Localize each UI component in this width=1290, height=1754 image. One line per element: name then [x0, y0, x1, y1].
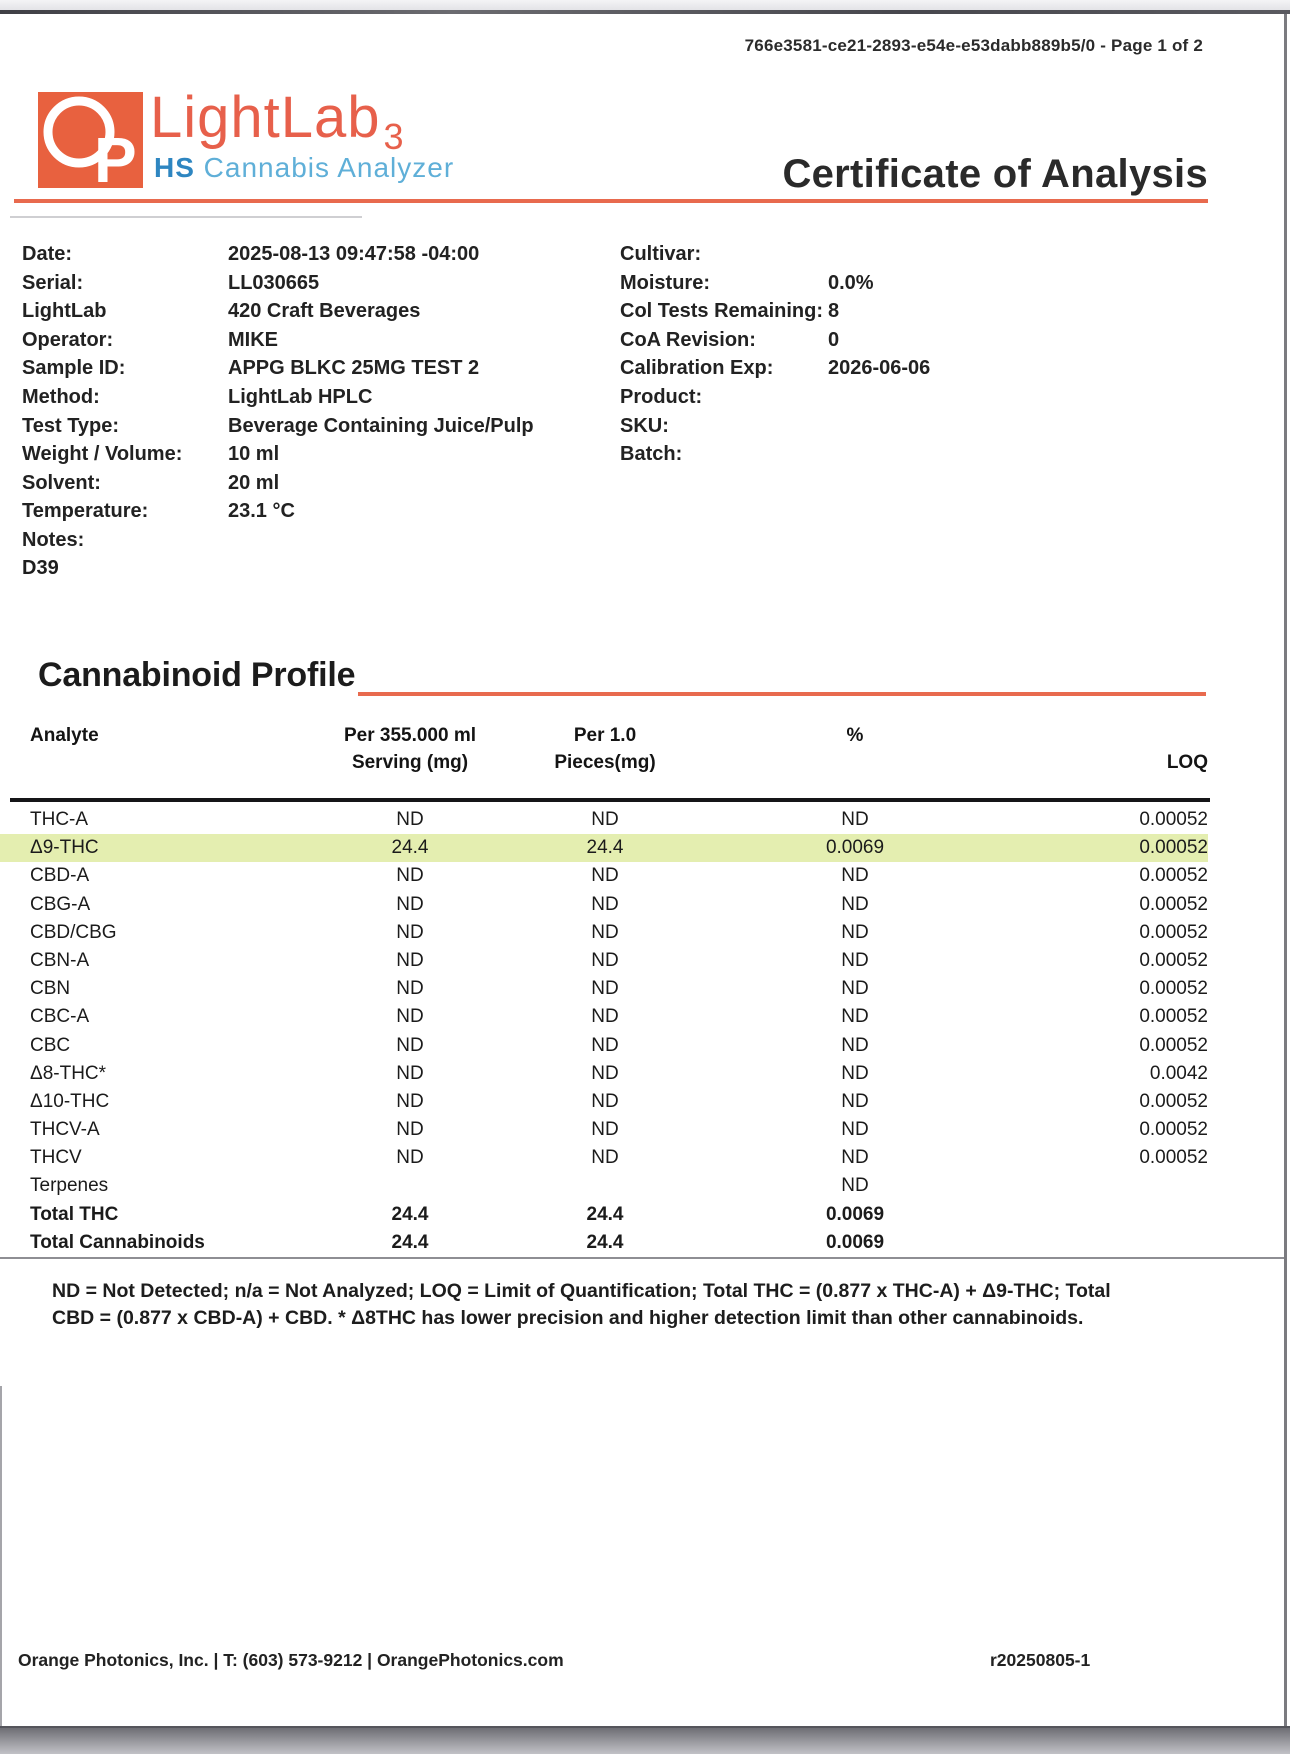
cell-per-pieces: 24.4 — [586, 837, 624, 859]
metadata-label: CoA Revision: — [620, 328, 756, 351]
cell-percent: ND — [841, 865, 869, 887]
cell-loq: 0.00052 — [1139, 1090, 1208, 1112]
section-title-cannabinoid-profile: Cannabinoid Profile — [38, 656, 356, 694]
cell-percent: 0.0069 — [825, 1231, 885, 1253]
cell-analyte: CBC — [30, 1034, 71, 1056]
column-header-per-pieces: Per 1.0 Pieces(mg) — [554, 725, 656, 773]
metadata-row — [620, 354, 930, 383]
section-divider-rule — [358, 692, 1206, 696]
column-header-loq: LOQ — [1166, 752, 1208, 773]
column-header-per-serving: Per 355.000 ml Serving (mg) — [343, 725, 477, 773]
metadata-value: 0.0% — [828, 271, 874, 294]
table-row — [0, 806, 1208, 834]
cell-percent: 0.0069 — [825, 837, 885, 859]
metadata-row — [620, 383, 930, 412]
metadata-row — [620, 297, 930, 326]
cell-per-serving — [290, 1172, 530, 1200]
orange-photonics-logo-icon — [38, 92, 143, 188]
metadata-row — [22, 354, 534, 383]
cannabinoid-table-body — [0, 806, 1208, 1257]
table-row — [0, 1088, 1208, 1116]
table-row — [0, 1003, 1208, 1031]
cell-loq: 0.00052 — [1139, 949, 1208, 971]
cell-percent: ND — [841, 978, 869, 1000]
metadata-label: Cultivar: — [620, 243, 702, 265]
cell-percent: ND — [841, 893, 869, 915]
cell-per-serving: 24.4 — [391, 837, 429, 859]
footer-revision: r20250805-1 — [990, 1650, 1091, 1670]
cannabinoid-table-header — [0, 722, 1208, 776]
metadata-value: 20 ml — [228, 471, 280, 494]
cell-per-serving: ND — [396, 1062, 424, 1084]
scan-edge-right-line — [1284, 14, 1287, 1726]
notes-value: D39 — [22, 557, 59, 579]
metadata-value: 10 ml — [228, 443, 280, 466]
cell-analyte: THCV-A — [30, 1119, 100, 1141]
table-row — [0, 1229, 1208, 1257]
table-row — [0, 891, 1208, 919]
cell-percent: ND — [841, 1175, 869, 1197]
cell-per-pieces: ND — [591, 1147, 619, 1169]
logo-monogram: P — [94, 124, 137, 188]
table-row — [0, 834, 1208, 862]
cell-per-pieces: ND — [591, 1119, 619, 1141]
table-row — [0, 862, 1208, 890]
cell-per-serving: ND — [396, 1147, 424, 1169]
scan-edge-bottom-bar — [0, 1726, 1290, 1754]
cell-per-pieces: ND — [591, 809, 619, 830]
metadata-value: MIKE — [228, 328, 278, 351]
cell-per-pieces: 24.4 — [586, 1203, 624, 1225]
metadata-label: Method: — [22, 385, 100, 408]
table-row — [0, 1060, 1208, 1088]
cell-percent: ND — [841, 1006, 869, 1028]
cell-percent: ND — [841, 949, 869, 971]
cell-analyte: Δ10-THC — [30, 1090, 110, 1112]
cell-per-pieces: ND — [591, 921, 619, 943]
cell-per-serving: ND — [396, 1090, 424, 1112]
cell-per-serving: ND — [396, 978, 424, 1000]
metadata-label: Date: — [22, 243, 73, 265]
metadata-label: Weight / Volume: — [22, 443, 183, 466]
cell-loq: 0.00052 — [1139, 865, 1208, 887]
cell-analyte: Terpenes — [30, 1175, 109, 1197]
cell-loq: 0.00052 — [1139, 809, 1208, 830]
scan-edge-left-line — [0, 1386, 2, 1726]
metadata-label: Test Type: — [22, 414, 120, 437]
scan-edge-top-strip — [0, 0, 1290, 10]
metadata-row — [620, 240, 930, 269]
metadata-value: APPG BLKC 25MG TEST 2 — [228, 357, 480, 380]
cell-percent: 0.0069 — [825, 1203, 885, 1225]
column-header-analyte: Analyte — [30, 725, 99, 746]
metadata-row — [22, 526, 534, 555]
cell-percent: ND — [841, 809, 869, 830]
cell-analyte: CBD-A — [30, 865, 90, 887]
brand-tagline — [154, 152, 454, 184]
cell-per-serving: ND — [396, 921, 424, 943]
metadata-row — [22, 269, 534, 298]
cell-analyte: Total Cannabinoids — [30, 1231, 205, 1253]
cell-analyte: Δ9-THC — [30, 837, 99, 859]
cell-per-serving: ND — [396, 1006, 424, 1028]
cell-per-serving: 24.4 — [391, 1231, 429, 1253]
cell-analyte: CBN — [30, 978, 71, 1000]
table-row — [0, 1032, 1208, 1060]
metadata-value: 23.1 °C — [228, 500, 295, 523]
metadata-label: Calibration Exp: — [620, 357, 774, 380]
cell-loq: 0.00052 — [1139, 1147, 1208, 1169]
brand-version: 3 — [383, 116, 405, 157]
cell-per-serving: ND — [396, 865, 424, 887]
cell-per-serving: ND — [396, 949, 424, 971]
cell-percent: ND — [841, 1090, 869, 1112]
column-header-percent: % — [846, 725, 864, 746]
cell-per-pieces: ND — [591, 978, 619, 1000]
table-footnote: ND = Not Detected; n/a = Not Analyzed; LOQ = Limit of Quantification; Total THC = (0.877 x THC-A) + Δ9-THC; Total CBD = (0.877 x CBD-A) + CBD. * Δ8THC has lower precision and higher detection limit than other cannabinoids. — [52, 1280, 1111, 1329]
cell-loq — [1030, 1229, 1208, 1257]
cell-per-pieces — [530, 1172, 680, 1200]
metadata-row — [22, 440, 534, 469]
table-row — [0, 919, 1208, 947]
cell-loq — [1030, 1172, 1208, 1200]
cell-percent: ND — [841, 1034, 869, 1056]
cell-analyte: THC-A — [30, 809, 89, 830]
metadata-value: 2025-08-13 09:47:58 -04:00 — [228, 243, 480, 265]
cell-analyte: Δ8-THC* — [30, 1062, 107, 1084]
table-header-rule — [10, 798, 1210, 802]
cell-per-serving: ND — [396, 893, 424, 915]
brand-name: LightLab$_3$ — [150, 85, 405, 157]
table-row — [0, 1116, 1208, 1144]
metadata-value: 8 — [828, 300, 840, 323]
sample-metadata-right — [620, 240, 930, 469]
cell-loq: 0.00052 — [1139, 978, 1208, 1000]
scan-edge-top-line — [0, 10, 1290, 14]
cell-per-serving: ND — [396, 1034, 424, 1056]
cell-analyte: CBG-A — [30, 893, 91, 915]
cell-per-pieces: 24.4 — [586, 1231, 624, 1253]
metadata-row — [22, 497, 534, 526]
metadata-row — [620, 412, 930, 441]
cell-loq: 0.00052 — [1139, 1006, 1208, 1028]
metadata-label: SKU: — [620, 414, 669, 437]
metadata-row — [22, 240, 534, 269]
cell-per-pieces: ND — [591, 1090, 619, 1112]
metadata-label: Notes: — [22, 528, 85, 551]
cell-percent: ND — [841, 921, 869, 943]
cell-per-pieces: ND — [591, 893, 619, 915]
metadata-label: Solvent: — [22, 471, 101, 494]
cell-loq: 0.00052 — [1139, 921, 1208, 943]
metadata-row — [22, 326, 534, 355]
metadata-value: Beverage Containing Juice/Pulp — [228, 414, 534, 437]
metadata-value: 0 — [828, 328, 840, 351]
cell-percent: ND — [841, 1147, 869, 1169]
cell-per-serving: 24.4 — [391, 1203, 429, 1225]
metadata-label: Sample ID: — [22, 357, 126, 380]
cell-per-pieces: ND — [591, 949, 619, 971]
metadata-label: Col Tests Remaining: — [620, 300, 823, 323]
tagline-hs: HS — [154, 152, 195, 183]
page-title: Certificate of Analysis — [782, 152, 1208, 196]
metadata-row — [620, 269, 930, 298]
cell-per-pieces: ND — [591, 1006, 619, 1028]
metadata-value: LightLab HPLC — [228, 385, 373, 408]
metadata-row — [22, 297, 534, 326]
cell-loq — [1030, 1201, 1208, 1229]
metadata-label: Batch: — [620, 443, 683, 466]
cell-per-serving: ND — [396, 1119, 424, 1141]
metadata-label: Temperature: — [22, 500, 149, 523]
cell-percent: ND — [841, 1119, 869, 1141]
cell-per-pieces: ND — [591, 865, 619, 887]
metadata-row — [22, 383, 534, 412]
cell-per-pieces: ND — [591, 1062, 619, 1084]
metadata-label: Operator: — [22, 328, 114, 351]
cell-analyte: CBD/CBG — [30, 921, 117, 943]
table-row — [0, 1201, 1208, 1229]
cell-analyte: THCV — [30, 1147, 82, 1169]
cell-loq: 0.00052 — [1139, 893, 1208, 915]
cell-per-pieces: ND — [591, 1034, 619, 1056]
metadata-row — [22, 469, 534, 498]
document-reference: 766e3581-ce21-2893-e54e-e53dabb889b5/0 - Page 1 of 2 — [744, 36, 1203, 55]
cell-analyte: CBN-A — [30, 949, 90, 971]
table-row — [0, 1144, 1208, 1172]
metadata-value: LL030665 — [228, 271, 320, 294]
cell-analyte: CBC-A — [30, 1006, 90, 1028]
tagline-analyzer: Cannabis Analyzer — [194, 152, 455, 183]
header-divider-rule — [14, 199, 1208, 203]
footer-company-info: Orange Photonics, Inc. | T: (603) 573-9212 | OrangePhotonics.com — [18, 1650, 564, 1670]
metadata-row — [620, 326, 930, 355]
cell-loq: 0.0042 — [1149, 1062, 1208, 1084]
cell-loq: 0.00052 — [1139, 1034, 1208, 1056]
table-row — [0, 975, 1208, 1003]
cell-percent: ND — [841, 1062, 869, 1084]
metadata-label: Product: — [620, 385, 703, 408]
table-row — [0, 947, 1208, 975]
metadata-value: 420 Craft Beverages — [228, 300, 421, 323]
cell-analyte: Total THC — [30, 1203, 119, 1225]
sample-metadata-left — [22, 240, 534, 555]
metadata-value: 2026-06-06 — [828, 357, 931, 380]
cell-loq: 0.00052 — [1139, 837, 1208, 859]
metadata-label: LightLab — [22, 300, 107, 323]
metadata-label: Serial: — [22, 271, 84, 294]
metadata-row — [620, 440, 930, 469]
metadata-label: Moisture: — [620, 271, 710, 294]
metadata-row — [22, 412, 534, 441]
cell-loq: 0.00052 — [1139, 1119, 1208, 1141]
table-row — [0, 1172, 1208, 1200]
table-footer-rule — [0, 1257, 1284, 1259]
cell-per-serving: ND — [396, 809, 424, 830]
scan-smudge-line — [10, 216, 362, 218]
